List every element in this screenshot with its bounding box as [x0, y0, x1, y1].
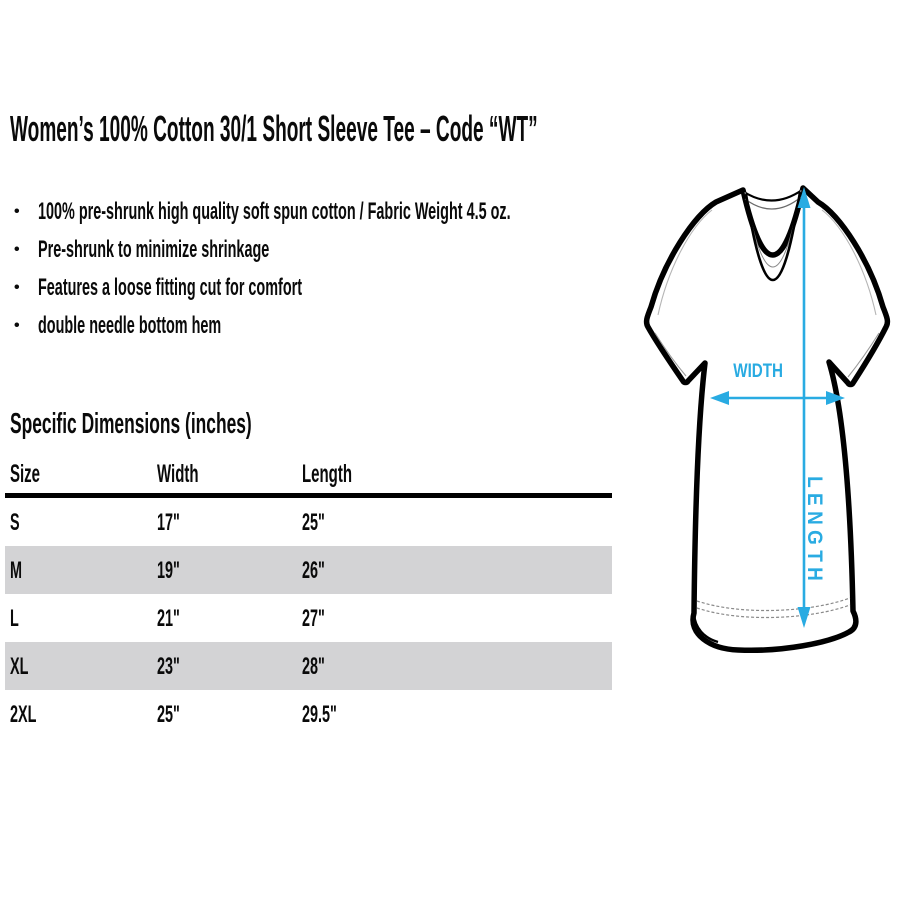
bullet-icon: •	[14, 203, 20, 220]
dimensions-heading: Specific Dimensions (inches)	[10, 408, 252, 440]
width-cell: 25"	[157, 701, 180, 728]
column-header-size: Size	[10, 460, 41, 488]
table-row-l	[5, 594, 612, 642]
length-measurement-label: LENGTH	[803, 476, 826, 587]
length-cell: 25"	[302, 509, 325, 536]
bullet-icon: •	[14, 241, 20, 258]
width-cell: 21"	[157, 605, 180, 632]
size-cell: M	[10, 557, 22, 584]
size-cell: 2XL	[10, 701, 37, 728]
width-cell: 17"	[157, 509, 180, 536]
page-title	[10, 107, 900, 151]
width-cell: 19"	[157, 557, 180, 584]
length-cell: 26"	[302, 557, 325, 584]
length-cell: 27"	[302, 605, 325, 632]
size-table	[5, 498, 612, 739]
page-title-text: Women’s 100% Cotton 30/1 Short Sleeve Tee – Code “WT”	[10, 108, 538, 149]
collar-back-line	[744, 190, 802, 201]
tshirt-diagram	[632, 165, 900, 665]
length-cell: 29.5"	[302, 701, 337, 728]
feature-item	[10, 235, 610, 265]
tshirt-outline	[647, 188, 888, 650]
feature-text: 100% pre-shrunk high quality soft spun cotton / Fabric Weight 4.5 oz.	[38, 198, 511, 225]
table-row-s	[5, 498, 612, 546]
feature-text: double needle bottom hem	[38, 312, 222, 339]
column-header-width: Width	[157, 460, 199, 488]
width-measurement-label: WIDTH	[733, 361, 783, 382]
bullet-icon: •	[14, 317, 20, 334]
feature-item	[10, 273, 610, 303]
feature-text: Pre-shrunk to minimize shrinkage	[38, 236, 270, 263]
bullet-icon: •	[14, 279, 20, 296]
size-cell: L	[10, 605, 19, 632]
feature-text: Features a loose fitting cut for comfort	[38, 274, 303, 301]
size-cell: XL	[10, 653, 29, 680]
table-row-xl	[5, 642, 612, 690]
table-row-2xl	[5, 690, 612, 738]
size-cell: S	[10, 509, 20, 536]
width-cell: 23"	[157, 653, 180, 680]
feature-item	[10, 311, 610, 341]
collar-back-rib	[745, 197, 801, 209]
column-header-length: Length	[302, 460, 352, 488]
table-row-m	[5, 546, 612, 594]
feature-item	[10, 197, 610, 227]
length-cell: 28"	[302, 653, 325, 680]
